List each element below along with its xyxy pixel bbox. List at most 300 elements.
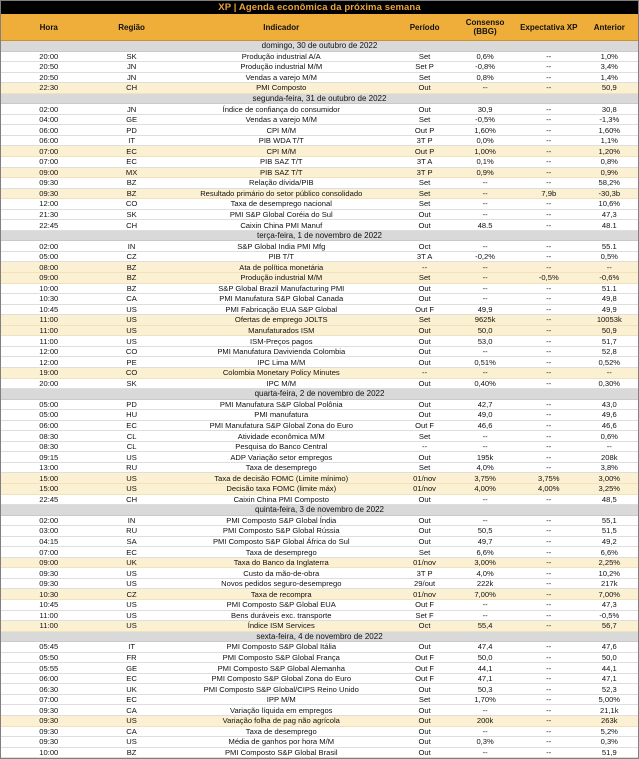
cell-hora: 08:00 [39,262,59,272]
cell-hora: 08:30 [39,431,59,441]
cell-anterior: 208k [601,452,618,462]
column-header-anterior: Anterior [593,22,625,32]
cell-indicador: PMI Manufatura S&P Global Polônia [219,399,343,409]
table-row[interactable] [1,104,638,115]
cell-regiao: BZ [126,262,137,272]
table-row[interactable] [1,252,638,263]
table-row[interactable] [1,526,638,537]
cell-indicador: Taxa de desemprego [245,547,317,557]
cell-consenso: 0,40% [474,378,496,388]
cell-regiao: SA [126,536,137,546]
cell-xp: -- [546,463,552,473]
cell-indicador: Ata de política monetária [239,262,324,272]
cell-periodo: Out [418,452,431,462]
table-row-highlighted[interactable] [1,189,638,200]
cell-indicador: IPP M/M [266,695,296,705]
cell-xp: -- [546,146,552,156]
cell-xp: -- [546,368,552,378]
table-row-highlighted[interactable] [1,168,638,179]
cell-periodo: Set [418,273,431,283]
cell-regiao: IN [127,241,136,251]
cell-consenso: 0,0% [476,136,494,146]
cell-anterior: 44,1 [601,663,617,673]
cell-regiao: UK [126,684,137,694]
cell-indicador: Vendas a varejo M/M [245,115,317,125]
cell-xp: -- [546,157,552,167]
cell-indicador: Índice de confiança do consumidor [222,104,340,114]
table-row[interactable] [1,294,638,305]
cell-hora: 06:30 [39,684,59,694]
cell-periodo: 3T P [416,167,433,177]
cell-hora: 13:00 [39,463,59,473]
cell-xp: -- [546,410,552,420]
cell-regiao: US [126,315,137,325]
cell-consenso: 222k [476,579,494,589]
cell-indicador: Manufaturados ISM [248,326,315,336]
cell-hora: 11:00 [39,621,58,631]
cell-consenso: 0,3% [476,737,494,747]
table-row[interactable] [1,600,638,611]
table-row[interactable] [1,674,638,685]
cell-indicador: PMI Composto S&P Global França [222,652,340,662]
cell-regiao: CA [126,294,137,304]
cell-xp: -- [546,136,552,146]
cell-hora: 11:00 [39,326,58,336]
cell-regiao: PD [126,125,137,135]
cell-consenso: 3,75% [474,473,496,483]
cell-hora: 02:00 [39,241,59,251]
table-row[interactable] [1,653,638,664]
table-row-highlighted[interactable] [1,83,638,94]
cell-xp: -- [546,62,552,72]
table-row[interactable] [1,463,638,474]
cell-consenso: -- [482,726,488,736]
cell-anterior: -- [606,442,612,452]
cell-xp: -- [546,262,552,272]
cell-xp: -- [546,125,552,135]
cell-periodo: Out F [415,674,435,684]
cell-hora: 04:15 [39,536,59,546]
cell-anterior: 55,1 [601,515,617,525]
cell-consenso: -- [482,515,488,525]
cell-anterior: 47,3 [601,600,617,610]
cell-hora: 05:00 [39,410,59,420]
table-row-highlighted[interactable] [1,315,638,326]
cell-consenso: -0,2% [475,252,496,262]
table-row[interactable] [1,442,638,453]
cell-anterior: 7,00% [598,589,621,599]
day-separator: terça-feira, 1 de novembro de 2022 [1,231,638,242]
cell-indicador: Custo da mão-de-obra [243,568,320,578]
cell-regiao: CZ [126,589,137,599]
cell-hora: 11:00 [39,315,58,325]
cell-hora: 11:00 [39,336,58,346]
cell-anterior: 49,2 [601,536,617,546]
cell-consenso: -- [482,442,488,452]
cell-indicador: S&P Global India PMI Mfg [237,241,326,251]
table-row[interactable] [1,220,638,231]
cell-hora: 08:30 [39,442,59,452]
cell-consenso: 4,0% [476,568,494,578]
cell-regiao: SK [126,210,137,220]
cell-hora: 20:00 [39,51,59,61]
table-row[interactable] [1,241,638,252]
cell-hora: 09:30 [39,178,59,188]
cell-anterior: 52,3 [601,684,617,694]
cell-xp: -- [546,283,552,293]
table-row-highlighted[interactable] [1,558,638,569]
table-row[interactable] [1,400,638,411]
cell-anterior: 47,1 [601,674,617,684]
table-row-highlighted[interactable] [1,473,638,484]
table-row[interactable] [1,347,638,358]
cell-xp: -- [546,684,552,694]
cell-anterior: 58,2% [598,178,621,188]
cell-anterior: 0,30% [598,378,621,388]
cell-periodo: -- [422,368,428,378]
cell-regiao: GE [126,663,138,673]
cell-indicador: PMI Fabricação EUA S&P Global [225,304,338,314]
cell-regiao: BZ [126,273,137,283]
cell-periodo: Out [418,494,431,504]
cell-anterior: 51,7 [601,336,617,346]
cell-xp: -- [546,420,552,430]
cell-periodo: 3T P [416,568,433,578]
cell-indicador: Pesquisa do Banco Central [235,442,328,452]
cell-xp: -- [546,357,552,367]
cell-regiao: RU [126,463,138,473]
cell-consenso: -- [482,210,488,220]
cell-regiao: JN [126,62,137,72]
cell-periodo: Out [418,747,431,757]
cell-regiao: GE [126,115,138,125]
cell-periodo: Set [418,547,431,557]
cell-anterior: 0,52% [598,357,621,367]
cell-consenso: -- [482,199,488,209]
cell-indicador: Vendas a varejo M/M [245,72,317,82]
cell-xp: -- [546,589,552,599]
cell-regiao: SK [126,378,137,388]
cell-periodo: Out P [414,125,435,135]
cell-regiao: BZ [126,188,137,198]
table-row-highlighted[interactable] [1,262,638,273]
cell-regiao: BZ [126,178,137,188]
cell-consenso: 30,9 [477,104,493,114]
cell-hora: 15:00 [39,484,59,494]
table-row[interactable] [1,136,638,147]
table-row[interactable] [1,737,638,748]
cell-consenso: 47,1 [477,674,493,684]
cell-consenso: 4,0% [476,463,494,473]
cell-indicador: Taxa de decisão FOMC (Limite mínimo) [214,473,349,483]
cell-xp: -- [546,315,552,325]
table-row-highlighted[interactable] [1,484,638,495]
table-body [1,41,638,758]
cell-anterior: 217k [601,579,618,589]
cell-periodo: Out [418,399,431,409]
cell-xp: -- [546,178,552,188]
cell-hora: 03:00 [39,526,59,536]
cell-hora: 09:15 [39,452,59,462]
table-row[interactable] [1,115,638,126]
table-row[interactable] [1,642,638,653]
cell-xp: -- [546,737,552,747]
cell-consenso: 0,1% [476,157,494,167]
table-row-highlighted[interactable] [1,589,638,600]
cell-anterior: 0,9% [600,167,618,177]
cell-hora: 21:30 [39,210,59,220]
cell-regiao: US [126,484,137,494]
table-row[interactable] [1,431,638,442]
cell-anterior: 5,00% [598,695,621,705]
table-row[interactable] [1,748,638,759]
cell-regiao: CL [126,431,137,441]
cell-regiao: IN [127,515,136,525]
table-row[interactable] [1,684,638,695]
table-row-highlighted[interactable] [1,368,638,379]
cell-periodo: Out [418,684,431,694]
cell-hora: 09:00 [39,558,59,568]
cell-indicador: Média de ganhos por hora M/M [228,737,335,747]
cell-regiao: US [126,326,137,336]
cell-consenso: 53,0 [477,336,493,346]
cell-hora: 09:30 [39,705,59,715]
cell-xp: -- [546,716,552,726]
column-header-consenso: Consenso (BBG) [465,18,505,36]
cell-consenso: -- [482,494,488,504]
table-row-highlighted[interactable] [1,146,638,157]
table-row[interactable] [1,284,638,295]
cell-indicador: PMI Manufatura Davivienda Colombia [217,347,346,357]
cell-periodo: Out [418,642,431,652]
cell-indicador: Decisão taxa FOMC (limite máx) [226,484,337,494]
cell-xp: -- [546,726,552,736]
cell-periodo: Out [418,705,431,715]
cell-consenso: 7,00% [474,589,496,599]
table-row[interactable] [1,52,638,63]
table-row[interactable] [1,336,638,347]
cell-xp: -- [546,452,552,462]
day-separator: sexta-feira, 4 de novembro de 2022 [1,632,638,643]
cell-hora: 09:30 [39,726,59,736]
cell-indicador: Taxa de desemprego [245,726,317,736]
table-row[interactable] [1,516,638,527]
cell-xp: -- [546,568,552,578]
table-row-highlighted[interactable] [1,621,638,632]
cell-indicador: Índice ISM Services [247,621,315,631]
cell-regiao: JN [126,104,137,114]
cell-indicador: PMI Composto S&P Global Zona do Euro [211,674,352,684]
table-row[interactable] [1,495,638,506]
cell-consenso: -- [482,347,488,357]
cell-anterior: 50,9 [601,83,617,93]
cell-consenso: -- [482,241,488,251]
table-row[interactable] [1,210,638,221]
cell-indicador: CPI M/M [266,125,297,135]
cell-regiao: EC [126,146,137,156]
cell-xp: 3,75% [538,473,560,483]
cell-consenso: 47,4 [477,642,493,652]
cell-regiao: EC [126,420,137,430]
cell-regiao: US [126,621,137,631]
cell-anterior: 21,1k [600,705,619,715]
cell-anterior: 10053k [596,315,622,325]
cell-anterior: 52,8 [601,347,617,357]
cell-anterior: 263k [601,716,618,726]
cell-indicador: Produção industrial M/M [240,62,323,72]
table-row[interactable] [1,125,638,136]
cell-regiao: CL [126,442,137,452]
cell-anterior: 51,5 [601,526,617,536]
cell-periodo: -- [422,442,428,452]
cell-hora: 10:45 [39,600,59,610]
cell-periodo: Oct [418,241,431,251]
cell-regiao: MX [125,167,138,177]
cell-periodo: Out [418,210,431,220]
table-row-highlighted[interactable] [1,716,638,727]
cell-indicador: Colombia Monetary Policy Minutes [222,368,340,378]
table-row[interactable] [1,379,638,390]
cell-anterior: -0,6% [599,273,620,283]
cell-xp: -- [546,536,552,546]
cell-hora: 12:00 [39,347,59,357]
table-row[interactable] [1,410,638,421]
cell-indicador: Novos pedidos seguro-desemprego [221,579,342,589]
cell-anterior: 51,9 [601,747,617,757]
table-row[interactable] [1,537,638,548]
cell-indicador: ADP Variação setor empregos [230,452,333,462]
cell-periodo: Set [418,315,431,325]
cell-hora: 02:00 [39,104,59,114]
cell-hora: 07:00 [39,547,59,557]
page-title: XP | Agenda econômica da próxima semana [1,1,638,14]
cell-consenso: 200k [476,716,494,726]
cell-anterior: 47,6 [601,642,617,652]
cell-indicador: PMI Composto S&P Global Alemanha [217,663,345,673]
cell-consenso: -0,5% [475,115,496,125]
table-row[interactable] [1,178,638,189]
cell-anterior: 46,6 [601,420,617,430]
table-row[interactable] [1,695,638,706]
cell-anterior: -- [606,368,612,378]
cell-indicador: Produção industrial A/A [241,51,321,61]
cell-xp: -- [546,115,552,125]
table-row[interactable] [1,568,638,579]
cell-regiao: US [126,716,137,726]
cell-periodo: 01/nov [413,484,436,494]
cell-xp: -- [546,336,552,346]
table-row[interactable] [1,157,638,168]
cell-consenso: 49,0 [477,410,493,420]
cell-periodo: Out [418,220,431,230]
cell-consenso: 0,6% [476,51,494,61]
cell-consenso: -- [482,705,488,715]
cell-consenso: -0,8% [475,62,496,72]
cell-hora: 12:00 [39,199,59,209]
table-row[interactable] [1,579,638,590]
cell-xp: -- [546,104,552,114]
cell-regiao: RU [126,526,138,536]
cell-consenso: 55,4 [477,621,493,631]
table-row[interactable] [1,199,638,210]
cell-periodo: Set [418,463,431,473]
cell-periodo: Out F [415,304,435,314]
cell-periodo: Out [418,726,431,736]
cell-hora: 04:00 [39,115,59,125]
cell-xp: -- [546,378,552,388]
cell-hora: 05:55 [39,663,59,673]
cell-anterior: -- [606,262,612,272]
table-row[interactable] [1,357,638,368]
table-row[interactable] [1,421,638,432]
cell-periodo: Set [418,199,431,209]
cell-indicador: PMI Composto S&P Global África do Sul [212,536,350,546]
cell-anterior: 47,3 [601,210,617,220]
cell-periodo: Oct [418,621,431,631]
cell-hora: 15:00 [39,473,59,483]
table-row[interactable] [1,547,638,558]
table-row[interactable] [1,611,638,622]
day-separator: quarta-feira, 2 de novembro de 2022 [1,389,638,400]
table-row[interactable] [1,73,638,84]
cell-anterior: 50,9 [601,326,617,336]
cell-periodo: Out [418,83,431,93]
cell-consenso: 42,7 [477,399,493,409]
cell-xp: -- [546,558,552,568]
cell-regiao: IT [128,136,135,146]
table-row[interactable] [1,305,638,316]
cell-indicador: Resultado primário do setor público consolidado [200,188,363,198]
cell-periodo: Out F [415,420,435,430]
cell-periodo: Out P [414,146,435,156]
table-row[interactable] [1,452,638,463]
cell-xp: -- [546,431,552,441]
cell-hora: 05:45 [39,642,59,652]
cell-hora: 22:45 [39,494,59,504]
table-row[interactable] [1,705,638,716]
table-row[interactable] [1,727,638,738]
cell-consenso: 46,6 [477,420,493,430]
cell-regiao: PD [126,399,137,409]
table-header [1,14,638,41]
cell-regiao: BZ [126,747,137,757]
cell-hora: 02:00 [39,515,59,525]
table-row-highlighted[interactable] [1,273,638,284]
table-row[interactable] [1,62,638,73]
cell-periodo: Out [418,410,431,420]
cell-regiao: CZ [126,252,137,262]
cell-periodo: Out [418,716,431,726]
cell-indicador: Ofertas de emprego JOLTS [234,315,328,325]
cell-anterior: 10,6% [598,199,621,209]
cell-anterior: 49,8 [601,294,617,304]
cell-xp: -- [546,347,552,357]
cell-consenso: 1,00% [474,146,496,156]
cell-periodo: Out [418,357,431,367]
cell-xp: -- [546,695,552,705]
table-row-highlighted[interactable] [1,326,638,337]
cell-anterior: 0,3% [600,737,618,747]
cell-periodo: Out [418,336,431,346]
cell-xp: -- [546,252,552,262]
cell-consenso: 195k [476,452,494,462]
cell-periodo: 3T A [416,157,433,167]
table-row[interactable] [1,663,638,674]
cell-xp: -- [546,515,552,525]
cell-anterior: -1,3% [599,115,620,125]
cell-consenso: -- [482,83,488,93]
cell-consenso: -- [482,283,488,293]
